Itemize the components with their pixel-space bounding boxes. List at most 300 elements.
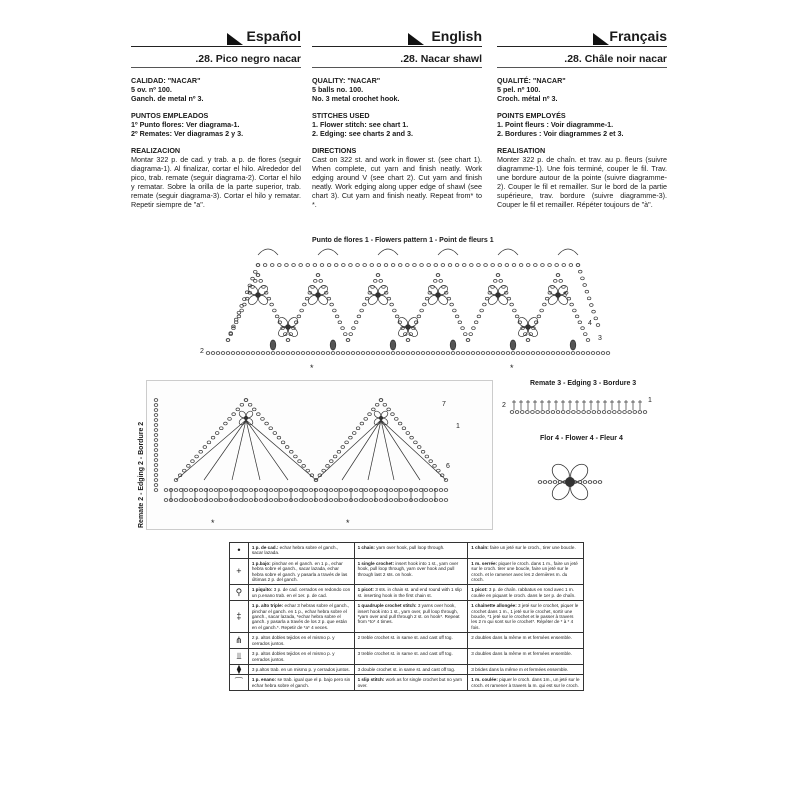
chain-stitch [236,352,240,355]
legend-term: 1 chain: [357,545,375,550]
chain-stitch [342,264,346,267]
chain-stitch [434,264,438,267]
chain-stitch [419,499,423,502]
chain-stitch [256,264,260,267]
long-stitch [246,420,260,480]
quality-line-fr: 5 pel. nº 100. [497,85,541,94]
chain-stitch [424,489,428,492]
chart-title-flower4: Flor 4 - Flower 4 - Fleur 4 [540,435,623,442]
chain-stitch [586,352,590,355]
chain-stitch [417,315,421,318]
chain-stitch [516,352,520,355]
legend-cell-es [248,601,354,633]
chain-stitch [241,352,245,355]
lang-name-en: English [431,28,482,44]
chain-stitch [321,352,325,355]
chain-stitch [541,411,545,414]
leaf-stitch [270,340,276,350]
chain-stitch [244,489,248,492]
chain-stitch [349,436,353,439]
chain-stitch [179,499,183,502]
directions-text-fr: Monter 322 p. de chaîn. et trav. au p. fleurs (suivre diagramme-1). Une fois terminé, couper le fil. Trav. une bordure autour de la pointe (suivre diagramme-2). Couper le fil et remailler. Sur le bord de la partie supérieure, trav. bordure (suivre diagramme-3). Couper le fil et remailler. Répéter toujours de "à". [497,155,667,209]
chain-stitch [270,303,274,306]
picot-arc [318,249,338,255]
chain-stitch [429,489,433,492]
chain-stitch [485,297,489,300]
chain-stitch [537,315,541,318]
legend-cell-fr [468,543,584,559]
chain-stitch [360,422,364,425]
chain-stitch [413,264,417,267]
quality-line-en: 5 balls no. 100. [312,85,364,94]
chain-stitch [289,450,293,453]
legend-cell-en [354,558,468,585]
legend-cell-en [354,633,468,649]
chain-stitch [441,264,445,267]
chain-stitch [270,264,274,267]
chain-stitch [301,352,305,355]
flower-4-diagram [535,447,605,517]
chain-stitch [483,303,487,306]
chain-stitch [234,499,238,502]
chain-stitch [356,352,360,355]
chain-stitch [189,489,193,492]
chain-stitch [472,327,476,330]
chain-stitch [551,352,555,355]
quality-head-es: CALIDAD: "NACAR" [131,76,201,85]
chain-stitch [573,309,577,312]
chain-stitch [588,481,592,484]
chain-stitch [526,411,530,414]
chain-stitch [253,270,257,273]
chain-stitch [236,408,240,411]
stitch-symbol-icon: ⁀ [230,675,249,691]
chain-stitch [384,264,388,267]
chain-stitch [444,489,448,492]
chain-stitch [526,339,530,342]
chain-stitch [359,489,363,492]
row-number: 6 [446,463,450,470]
legend-description: 3 p.altos trab. en un mismo p. y cerrados juntos. [251,666,350,672]
chain-stitch [375,403,379,406]
chain-stitch [553,280,557,283]
flower-center [256,293,261,298]
chain-stitch [559,280,563,283]
chain-stitch [387,408,391,411]
chain-stitch [313,264,317,267]
chain-stitch [154,444,158,447]
chain-stitch [481,352,485,355]
chain-stitch [249,489,253,492]
column-espanol [131,22,301,209]
chain-stitch [369,499,373,502]
chain-stitch [534,264,538,267]
chain-stitch [466,352,470,355]
chain-stitch [506,352,510,355]
directions-text-en: Cast on 322 st. and work in flower st. (see chart 1). When complete, cut yarn and finish neatly. Work edging around V (see chart 2). Cut yarn and finish neatly. Work edging along upper edge of shawl (see chart 3). Cut yarn and finish neatly. Repeat from* to *. [312,155,482,209]
leaf-stitch [330,340,336,350]
legend-cell-fr [468,558,584,585]
chain-stitch [638,411,642,414]
chain-stitch [526,264,530,267]
chain-stitch [425,297,429,300]
chain-stitch [587,411,591,414]
row-number: 7 [442,401,446,408]
stitch-symbol-icon: ⋔ [230,633,249,649]
chain-stitch [214,489,218,492]
stitches-line-es: 2º Remates: Ver diagramas 2 y 3. [131,129,244,138]
picot-arc [558,249,578,255]
legend-description: 3 treble crochet st. in same st. and cast off tog. [357,651,453,657]
chain-stitch [379,499,383,502]
legend-row [230,558,584,585]
legend-term: 1 picot: [471,587,488,593]
legend-cell-es [248,558,354,585]
chain-stitch [191,460,195,463]
chain-stitch [491,352,495,355]
legend-term: 1 m. serrée: [471,560,498,566]
chain-stitch [174,489,178,492]
legend-term: 1 chaîn: [471,545,489,550]
chain-stitch [372,408,376,411]
chain-stitch [154,474,158,477]
chain-stitch [284,489,288,492]
chain-stitch [164,489,168,492]
stitches-line-fr: 2. Bordures : Voir diagrammes 2 et 3. [497,129,624,138]
legend-row [230,675,584,691]
chain-stitch [548,481,552,484]
chain-stitch [491,264,495,267]
legend-description: echar 3 hebras sobre el ganch., pinchar el ganch. en 1 p., echar hebra sobre el ganch., sacar lazada, *echar hebra sobre el ganch. y pasarla a través de los 2 p. que están en el ganch.*. Repetir de *a* 4 veces. [251,603,350,630]
chain-stitch [224,489,228,492]
chain-stitch [546,352,550,355]
picot-arc [258,249,278,255]
chain-stitch [431,352,435,355]
legend-description: 3 double crochet st. in same st. and cast off tog. [357,666,456,672]
chain-stitch [613,411,617,414]
chain-stitch [477,264,481,267]
chain-stitch [536,411,540,414]
chain-stitch [251,352,255,355]
chain-stitch [154,429,158,432]
chain-stitch [420,264,424,267]
chain-stitch [329,489,333,492]
chain-stitch [292,264,296,267]
chain-stitch [414,441,418,444]
chain-stitch [462,264,466,267]
chain-stitch [373,280,377,283]
chain-stitch [538,481,542,484]
chain-stitch [566,411,570,414]
chain-stitch [510,411,514,414]
long-stitch [246,420,316,480]
chain-stitch [277,436,281,439]
chain-stitch [433,464,437,467]
wedge-icon [227,33,243,45]
chain-stitch [414,489,418,492]
chain-stitch [394,489,398,492]
legend-description: yarn over hook, pull loop through. [376,545,445,550]
long-stitch [246,420,288,480]
column-english [312,22,482,209]
chain-stitch [252,408,256,411]
chain-stitch [275,315,279,318]
chain-stitch [327,297,331,300]
chain-stitch [259,499,263,502]
long-stitch [368,420,381,480]
quality-en [312,76,482,103]
chain-stitch [389,499,393,502]
flower-center [556,293,561,298]
chain-stitch [436,274,440,277]
legend-cell-en [354,675,468,691]
chain-stitch [244,499,248,502]
chain-stitch [623,411,627,414]
chain-stitch [592,411,596,414]
chain-stitch [291,352,295,355]
chain-stitch [364,499,368,502]
chain-stitch [576,352,580,355]
chain-stitch [377,264,381,267]
chain-stitch [394,417,398,420]
chain-stitch [207,441,211,444]
long-stitch [381,420,394,480]
chain-stitch [420,309,424,312]
flowers-pattern-diagram [198,245,628,375]
stitches-head-en: STITCHES USED [312,111,370,120]
chain-stitch [239,499,243,502]
legend-description: piquer le croch. dans 1 m., faire un jeté sur le croch. tirer une boucle, faire un jeté sur le croch. et le ramener avec les 2 dernières m. du croch. [471,560,578,583]
chain-stitch [261,352,265,355]
chain-stitch [548,264,552,267]
chain-stitch [313,280,317,283]
chain-stitch [203,446,207,449]
directions-es [131,146,301,209]
chain-stitch [154,469,158,472]
chain-stitch [531,352,535,355]
chain-stitch [429,460,433,463]
chain-stitch [269,427,273,430]
chain-stitch [455,315,459,318]
chain-stitch [366,352,370,355]
chain-stitch [363,303,367,306]
chain-stitch [240,403,244,406]
chain-stitch [284,499,288,502]
stitch-symbol-icon: + [230,558,249,585]
chain-stitch [154,449,158,452]
chain-stitch [154,404,158,407]
legend-cell-fr [468,601,584,633]
long-stitch [381,420,420,480]
legend-description: se trab. igual que el p. bajo pero sin echar hebra sobre el ganch. [251,677,351,688]
chain-stitch [219,489,223,492]
legend-cell-es [248,543,354,559]
legend-term: 1 picot: [357,587,374,593]
edging-2-diagram [146,380,491,528]
chain-stitch [354,499,358,502]
chain-stitch [209,489,213,492]
chain-stitch [351,352,355,355]
chain-stitch [601,352,605,355]
chain-stitch [496,274,500,277]
pattern-title-es: .28. Pico negro nacar [131,53,301,68]
chain-stitch [199,499,203,502]
chain-stitch [154,464,158,467]
lang-header-en [312,22,482,47]
chain-stitch [423,303,427,306]
chain-stitch [398,264,402,267]
chain-stitch [461,327,465,330]
chain-stitch [541,352,545,355]
chain-stitch [256,352,260,355]
chain-stitch [466,339,470,342]
directions-en [312,146,482,209]
chain-stitch [416,352,420,355]
lang-header-fr [497,22,667,47]
legend-description: 3 doubles dans la même m et fermées ensemble. [471,651,572,657]
legend-cell-es [248,649,354,665]
chain-stitch [239,489,243,492]
chain-stitch [598,481,602,484]
chain-stitch [439,489,443,492]
chain-stitch [425,455,429,458]
chain-stitch [399,489,403,492]
legend-description: 2 doubles dans la même m et fermées ensemble. [471,635,572,641]
column-francais [497,22,667,209]
chain-stitch [515,411,519,414]
chain-stitch [446,352,450,355]
chain-stitch [329,460,333,463]
chain-stitch [444,499,448,502]
chain-stitch [474,321,478,324]
lang-name-fr: Français [609,28,667,44]
legend-description: echar hebra sobre el ganch., sacar lazada. [251,545,339,556]
chain-stitch [439,280,443,283]
chain-stitch [228,417,232,420]
chain-stitch [326,464,330,467]
chain-stitch [274,489,278,492]
chain-stitch [578,321,582,324]
chain-stitch [371,352,375,355]
chain-stitch [401,352,405,355]
chain-stitch [276,352,280,355]
long-stitch [176,420,246,480]
chain-stitch [352,432,356,435]
long-stitch [204,420,246,480]
chain-stitch [471,352,475,355]
chain-stitch [556,274,560,277]
chain-stitch [519,264,523,267]
legend-cell-en [354,601,468,633]
chain-stitch [581,327,585,330]
chain-stitch [285,264,289,267]
chain-stitch [333,309,337,312]
legend-description: 3 p. de cad. cerrados en redondo con un p.enano trab. en el 1er. p. de cad. [251,587,351,598]
chain-stitch [303,303,307,306]
chain-stitch [294,455,298,458]
chain-stitch [607,411,611,414]
legend-cell-fr [468,633,584,649]
chain-stitch [570,303,574,306]
chain-stitch [329,499,333,502]
chain-stitch [376,352,380,355]
legend-description: 3 jeté sur le crochet, piquer le crochet dans 1 m., 1 jeté sur le crochet, sortir une boucle, *1 jeté sur le crochet et le passer à travers les 2 m qui sont sur le crochet*. Répéter de * à * 4 fois. [471,603,579,630]
chain-stitch [269,499,273,502]
row-number: 5 [563,292,567,299]
chain-stitch [390,303,394,306]
chain-stitch [274,499,278,502]
chain-stitch [154,419,158,422]
chain-stitch [582,411,586,414]
stitches-line-en: 1. Flower stitch: see chart 1. [312,120,409,129]
chain-stitch [257,413,261,416]
chain-stitch [369,489,373,492]
leaf-stitch [510,340,516,350]
chain-stitch [334,489,338,492]
directions-text-es: Montar 322 p. de cad. y trab. a p. de flores (seguir diagrama-1). Al finalizar, cortar el hilo. Alrededor del pico, trab. remate (seguir diagrama-2). Cortar el hilo y rematar. Sobre la orilla de la parte superior, trab. remate (seguir diagrama-3). Cortar el hilo y rematar. Repetir siempre de "a". [131,155,301,209]
chain-stitch [386,352,390,355]
flower-center [379,416,383,420]
chain-stitch [429,499,433,502]
chain-stitch [341,327,345,330]
chain-stitch [561,352,565,355]
legend-description: 3 yarns over hook, insert hook into 1 st., yarn over, pull loop through, *yarn over and pull through 2 st. on hook*. Repeat from *to* 4 times. [357,603,460,625]
chain-stitch [436,352,440,355]
chain-stitch [354,321,358,324]
chain-stitch [248,403,252,406]
chain-stitch [237,315,241,318]
chain-stitch [327,264,331,267]
chain-stitch [419,489,423,492]
chain-stitch [316,274,320,277]
chain-stitch [359,499,363,502]
chain-stitch [306,264,310,267]
chain-stitch [189,499,193,502]
chain-stitch [231,352,235,355]
legend-description: 3 p. de chaîn. rabbatus en rond avec 1 m. coulée en piquant le croch. dans le 1er p. de chaîn. [471,587,576,598]
chain-stitch [379,399,383,402]
chain-stitch [259,489,263,492]
flower-center [406,325,411,330]
chain-stitch [261,417,265,420]
long-stitch [342,420,381,480]
repeat-star: * [346,518,350,528]
chain-stitch [306,352,310,355]
chain-stitch [365,297,369,300]
chain-stitch [211,352,215,355]
stitches-es [131,111,301,138]
chain-stitch [154,414,158,417]
chain-stitch [224,499,228,502]
pattern-title-en: .28. Nacar shawl [312,53,482,68]
legend-cell-es [248,633,354,649]
chain-stitch [296,352,300,355]
chain-stitch [493,280,497,283]
flower-center [244,416,248,420]
chain-stitch [543,303,547,306]
chain-stitch [569,264,573,267]
chain-stitch [330,303,334,306]
chain-stitch [179,489,183,492]
flower-center [376,293,381,298]
picot-arc [378,249,398,255]
chain-stitch [512,264,516,267]
chain-stitch [256,274,260,277]
directions-fr [497,146,667,209]
chain-stitch [304,489,308,492]
chain-stitch [394,499,398,502]
leaf-stitch [390,340,396,350]
